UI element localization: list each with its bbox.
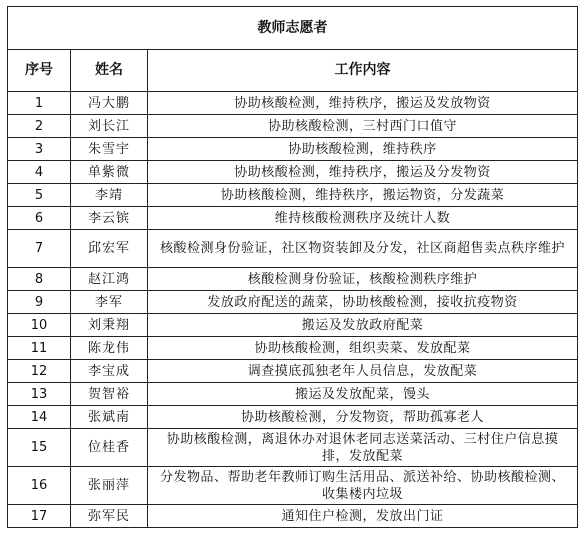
- row-name: 贺智裕: [71, 383, 148, 406]
- row-index: 7: [8, 230, 71, 268]
- row-index: 9: [8, 291, 71, 314]
- table-row: [8, 184, 578, 207]
- row-content: 核酸检测身份验证，核酸检测秩序维护: [148, 268, 578, 291]
- table-row: [8, 92, 578, 115]
- table-row: [8, 383, 578, 406]
- row-name: 位桂香: [71, 429, 148, 467]
- table-row: [8, 406, 578, 429]
- volunteer-table-container: [7, 6, 577, 528]
- row-index: 13: [8, 383, 71, 406]
- header-content: 工作内容: [148, 50, 578, 92]
- table-row: [8, 115, 578, 138]
- table-row: [8, 161, 578, 184]
- row-name: 弥军民: [71, 505, 148, 528]
- row-name: 张斌南: [71, 406, 148, 429]
- table-row: [8, 230, 578, 268]
- table-row: [8, 207, 578, 230]
- row-name: 陈龙伟: [71, 337, 148, 360]
- table-row: [8, 429, 578, 467]
- row-name: 刘秉翔: [71, 314, 148, 337]
- row-index: 12: [8, 360, 71, 383]
- row-content: 维持核酸检测秩序及统计人数: [148, 207, 578, 230]
- row-content: 协助核酸检测，分发物资，帮助孤寡老人: [148, 406, 578, 429]
- row-content: 协助核酸检测，三村西门口值守: [148, 115, 578, 138]
- table-row: [8, 138, 578, 161]
- row-content: 协助核酸检测，组织卖菜、发放配菜: [148, 337, 578, 360]
- row-content: 协助核酸检测，维持秩序，搬运物资，分发蔬菜: [148, 184, 578, 207]
- row-content: 搬运及发放政府配菜: [148, 314, 578, 337]
- table-row: [8, 467, 578, 505]
- row-name: 李靖: [71, 184, 148, 207]
- table-row: [8, 337, 578, 360]
- header-name: 姓名: [71, 50, 148, 92]
- row-index: 11: [8, 337, 71, 360]
- row-index: 8: [8, 268, 71, 291]
- row-index: 14: [8, 406, 71, 429]
- row-index: 5: [8, 184, 71, 207]
- row-name: 李宝成: [71, 360, 148, 383]
- row-name: 李云镔: [71, 207, 148, 230]
- row-name: 李军: [71, 291, 148, 314]
- row-content: 协助核酸检测，维持秩序，搬运及发放物资: [148, 92, 578, 115]
- row-content: 协助核酸检测，维持秩序: [148, 138, 578, 161]
- row-index: 15: [8, 429, 71, 467]
- table-title: 教师志愿者: [8, 7, 578, 50]
- header-index: 序号: [8, 50, 71, 92]
- table-row: [8, 314, 578, 337]
- row-index: 4: [8, 161, 71, 184]
- row-content: 协助核酸检测，维持秩序，搬运及分发物资: [148, 161, 578, 184]
- table-row: [8, 505, 578, 528]
- row-name: 刘长江: [71, 115, 148, 138]
- row-name: 冯大鹏: [71, 92, 148, 115]
- row-content: 发放政府配送的蔬菜，协助核酸检测，接收抗疫物资: [148, 291, 578, 314]
- row-name: 朱雪宇: [71, 138, 148, 161]
- row-content: 通知住户检测，发放出门证: [148, 505, 578, 528]
- table-row: [8, 268, 578, 291]
- row-index: 6: [8, 207, 71, 230]
- row-name: 邱宏军: [71, 230, 148, 268]
- row-index: 1: [8, 92, 71, 115]
- row-name: 张丽萍: [71, 467, 148, 505]
- table-row: [8, 360, 578, 383]
- row-index: 3: [8, 138, 71, 161]
- volunteer-table: [7, 6, 578, 528]
- row-content: 调查摸底孤独老年人员信息，发放配菜: [148, 360, 578, 383]
- row-index: 17: [8, 505, 71, 528]
- row-index: 2: [8, 115, 71, 138]
- table-row: [8, 291, 578, 314]
- row-content: 协助核酸检测，离退休办对退休老同志送菜活动、三村住户信息摸排，发放配菜: [148, 429, 578, 467]
- row-name: 赵江鸿: [71, 268, 148, 291]
- row-content: 核酸检测身份验证，社区物资装卸及分发，社区商超售卖点秩序维护: [148, 230, 578, 268]
- row-index: 16: [8, 467, 71, 505]
- row-index: 10: [8, 314, 71, 337]
- row-name: 单紫微: [71, 161, 148, 184]
- row-content: 搬运及发放配菜，馒头: [148, 383, 578, 406]
- row-content: 分发物品、帮助老年教师订购生活用品、派送补给、协助核酸检测、收集楼内垃圾: [148, 467, 578, 505]
